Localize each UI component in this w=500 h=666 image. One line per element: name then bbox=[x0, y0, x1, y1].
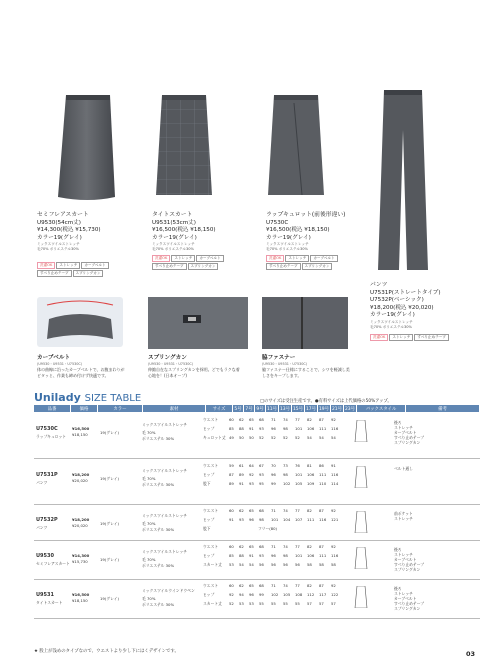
table-row bbox=[34, 541, 480, 580]
measure-value: 91 bbox=[239, 481, 244, 486]
brand-title bbox=[34, 391, 141, 404]
row-remarks: 後ろ ストレッチ カーブベルト すべり止めテープ スプリングカン bbox=[394, 547, 425, 572]
measure-value: 96 bbox=[271, 553, 276, 558]
spring-hook-photo bbox=[148, 297, 248, 349]
product-material: ミックスツイルストレッチ bbox=[266, 242, 309, 247]
tag: スプリングカン bbox=[302, 263, 333, 270]
header-cell: バックスタイル bbox=[357, 405, 406, 412]
measure-value: 52 bbox=[271, 435, 276, 440]
measure-value: 50 bbox=[249, 435, 254, 440]
measure-value: 67 bbox=[259, 463, 264, 468]
measure-label: 股下 bbox=[203, 526, 211, 531]
measure-value: 85 bbox=[229, 553, 234, 558]
header-cell: 23号 bbox=[345, 406, 355, 412]
measure-value: 59 bbox=[229, 463, 234, 468]
measure-value: 116 bbox=[331, 553, 339, 558]
table-row bbox=[34, 414, 480, 459]
back-style-icon bbox=[354, 586, 368, 608]
measure-value: 71 bbox=[271, 417, 276, 422]
measure-value: 71 bbox=[271, 508, 276, 513]
product-composition: 毛70% ポリエステル30% bbox=[152, 247, 194, 252]
measure-value: 87 bbox=[319, 417, 324, 422]
tag: 洗濯OK bbox=[37, 262, 55, 269]
measure-value: 65 bbox=[249, 508, 254, 513]
measure-value: 93 bbox=[259, 426, 264, 431]
row-remarks: 前ポケット ストレッチ bbox=[394, 511, 413, 521]
row-composition: 毛 70% ポリエステル 30% bbox=[142, 430, 175, 441]
measure-value: 93 bbox=[259, 472, 264, 477]
measure-value: 87 bbox=[319, 583, 324, 588]
measure-value: 62 bbox=[239, 508, 244, 513]
tag: ストレッチ bbox=[285, 255, 309, 262]
measure-value: 112 bbox=[307, 592, 315, 597]
measure-value: 95 bbox=[259, 481, 264, 486]
table-row bbox=[34, 460, 480, 505]
measure-value: 92 bbox=[331, 583, 336, 588]
tag: スプリングカン bbox=[73, 270, 104, 277]
measure-value: 82 bbox=[307, 417, 312, 422]
measure-value: 52 bbox=[229, 601, 234, 606]
measure-value: 91 bbox=[229, 517, 234, 522]
measure-label: ウエスト bbox=[203, 508, 219, 513]
measure-value: 92 bbox=[331, 508, 336, 513]
row-color: 19(グレイ) bbox=[100, 430, 119, 435]
tag: スプリングカン bbox=[188, 263, 219, 270]
measure-value: 60 bbox=[229, 417, 234, 422]
measure-value: 98 bbox=[283, 553, 288, 558]
measure-label: ウエスト bbox=[203, 544, 219, 549]
header-cell: 21号 bbox=[332, 406, 342, 412]
measure-value: 92 bbox=[331, 544, 336, 549]
header-cell: カラー bbox=[98, 405, 143, 412]
product-material: ミックスツイルストレッチ bbox=[370, 319, 413, 324]
measure-value: 55 bbox=[283, 601, 288, 606]
measure-label: ヒップ bbox=[203, 472, 215, 477]
row-material: ミックスツイルウインドウペン bbox=[142, 588, 195, 593]
measure-value: 68 bbox=[259, 544, 264, 549]
measure-value: 116 bbox=[331, 426, 339, 431]
measure-value: 102 bbox=[283, 481, 291, 486]
product-price: ¥14,300(税込 ¥15,730) bbox=[37, 227, 101, 234]
measure-value: 54 bbox=[249, 562, 254, 567]
product-color: カラー19(グレイ) bbox=[266, 234, 311, 241]
measure-value: 105 bbox=[283, 592, 291, 597]
measure-value: 110 bbox=[319, 481, 327, 486]
measure-value: 54 bbox=[319, 435, 324, 440]
feature-tags-u9530 bbox=[37, 262, 117, 278]
product-composition: 毛70% ポリエステル30% bbox=[37, 247, 79, 252]
row-price-tax: ¥18,150 bbox=[72, 598, 88, 603]
measure-value: 82 bbox=[307, 583, 312, 588]
measure-value: 60 bbox=[229, 583, 234, 588]
culotte-u7530c-image bbox=[264, 95, 328, 199]
measure-value: 68 bbox=[259, 508, 264, 513]
measure-value: 87 bbox=[229, 472, 234, 477]
row-price-tax: ¥18,150 bbox=[72, 432, 88, 437]
measure-value: 91 bbox=[249, 426, 254, 431]
measure-value: 122 bbox=[331, 592, 339, 597]
measure-value: 101 bbox=[295, 472, 303, 477]
measure-value: フリー(80) bbox=[258, 526, 278, 531]
measure-value: 92 bbox=[249, 472, 254, 477]
measure-value: 76 bbox=[295, 463, 300, 468]
measure-value: 96 bbox=[249, 517, 254, 522]
measure-label: ヒップ bbox=[203, 553, 215, 558]
measure-value: 98 bbox=[283, 426, 288, 431]
measure-value: 56 bbox=[259, 562, 264, 567]
measure-value: 88 bbox=[239, 553, 244, 558]
measure-value: 68 bbox=[259, 583, 264, 588]
header-cell: 素材 bbox=[143, 405, 206, 412]
product-info-u9531 bbox=[152, 212, 216, 252]
measure-value: 77 bbox=[295, 417, 300, 422]
measure-value: 86 bbox=[319, 463, 324, 468]
measure-value: 70 bbox=[271, 463, 276, 468]
product-code: U9530(54cm丈) bbox=[37, 219, 81, 226]
back-style-icon bbox=[354, 466, 368, 488]
measure-value: 101 bbox=[271, 517, 279, 522]
product-composition: 毛70% ポリエステル30% bbox=[266, 247, 308, 252]
product-price: ¥16,500(税込 ¥18,150) bbox=[266, 227, 330, 234]
measure-value: 104 bbox=[283, 517, 291, 522]
measure-value: 77 bbox=[295, 583, 300, 588]
measure-value: 111 bbox=[319, 553, 327, 558]
back-style-icon bbox=[354, 420, 368, 442]
detail-title: カーブベルト bbox=[37, 355, 71, 361]
page-number: 03 bbox=[466, 650, 476, 658]
row-remarks: 後ろ ストレッチ カーブベルト すべり止めテープ スプリングカン bbox=[394, 586, 425, 611]
measure-value: 53 bbox=[229, 562, 234, 567]
measure-value: 98 bbox=[283, 472, 288, 477]
measure-value: 88 bbox=[239, 426, 244, 431]
tag: すべり止めテープ bbox=[266, 263, 301, 270]
row-remarks: ベルト通し bbox=[394, 466, 413, 471]
measure-value: 50 bbox=[239, 435, 244, 440]
measure-value: 105 bbox=[295, 481, 303, 486]
row-price: ¥14,300 bbox=[72, 553, 90, 558]
measure-value: 106 bbox=[307, 472, 315, 477]
row-composition: 毛 70% ポリエステル 30% bbox=[142, 557, 175, 568]
tag: カーブベルト bbox=[196, 255, 223, 262]
measure-value: 107 bbox=[295, 517, 303, 522]
product-color: カラー19(グレイ) bbox=[37, 234, 82, 241]
measure-value: 101 bbox=[295, 426, 303, 431]
skirt-u9530-image bbox=[52, 95, 122, 203]
detail-applies-to: (U9530・U9531・U7530C) bbox=[148, 362, 194, 366]
product-material: ミックスツイルストレッチ bbox=[152, 242, 195, 247]
header-cell: 5号 bbox=[234, 406, 242, 412]
footer-note: ★ 股上が浅めのタイプなので、ウエストより少し下にはくデザインです。 bbox=[34, 649, 179, 654]
detail-title: スプリングカン bbox=[148, 355, 187, 361]
measure-value: 96 bbox=[271, 426, 276, 431]
row-product-code: U9530 bbox=[36, 553, 54, 559]
measure-value: 109 bbox=[307, 481, 315, 486]
brand-subtitle: SIZE TABLE bbox=[84, 393, 142, 404]
header-cell: 備考 bbox=[406, 405, 480, 412]
product-code-2: U7532P(ベーシック) bbox=[370, 297, 424, 304]
measure-value: 87 bbox=[319, 544, 324, 549]
product-color: カラー19(グレイ) bbox=[152, 234, 197, 241]
measure-value: 96 bbox=[271, 472, 276, 477]
measure-label: ヒップ bbox=[203, 517, 215, 522]
header-cell: サイズ bbox=[206, 405, 233, 412]
table-row bbox=[34, 580, 480, 619]
header-cell: 15号 bbox=[293, 406, 303, 412]
measure-value: 89 bbox=[229, 481, 234, 486]
measure-value: 55 bbox=[259, 601, 264, 606]
measure-value: 52 bbox=[283, 435, 288, 440]
measure-value: 106 bbox=[307, 426, 315, 431]
row-price-tax: ¥15,730 bbox=[72, 559, 88, 564]
measure-value: 108 bbox=[295, 592, 303, 597]
measure-label: ウエスト bbox=[203, 417, 219, 422]
row-composition: 毛 70% ポリエステル 30% bbox=[142, 521, 175, 532]
measure-label: ウエスト bbox=[203, 463, 219, 468]
measure-value: 92 bbox=[331, 417, 336, 422]
product-code: U7530C bbox=[266, 219, 289, 226]
row-color: 19(グレイ) bbox=[100, 596, 119, 601]
row-price: ¥18,200 bbox=[72, 472, 90, 477]
measure-value: 87 bbox=[319, 508, 324, 513]
measure-value: 93 bbox=[239, 517, 244, 522]
tag: 洗濯OK bbox=[152, 255, 170, 262]
measure-value: 101 bbox=[295, 553, 303, 558]
header-cell: 17号 bbox=[306, 406, 316, 412]
size-table-header bbox=[34, 405, 480, 412]
measure-label: スカート丈 bbox=[203, 562, 222, 567]
measure-value: 56 bbox=[283, 562, 288, 567]
feature-tags-u9531 bbox=[152, 255, 232, 271]
measure-value: 56 bbox=[271, 562, 276, 567]
detail-description: 伸縮自在なスプリングカンを採用。どでもラクな着心地を！(日本オープ) bbox=[148, 367, 240, 378]
measure-value: 111 bbox=[319, 472, 327, 477]
measure-value: 58 bbox=[307, 562, 312, 567]
side-zipper-photo bbox=[262, 297, 348, 349]
skirt-u9531-image bbox=[152, 95, 216, 199]
measure-value: 55 bbox=[271, 601, 276, 606]
measure-label: ウエスト bbox=[203, 583, 219, 588]
measure-value: 77 bbox=[295, 544, 300, 549]
row-material: ミックスツイルストレッチ bbox=[142, 422, 188, 427]
detail-applies-to: (U9530・U9531・U7530C) bbox=[37, 362, 83, 366]
measure-value: 57 bbox=[307, 601, 312, 606]
measure-value: 58 bbox=[319, 562, 324, 567]
measure-value: 60 bbox=[229, 508, 234, 513]
measure-value: 91 bbox=[331, 463, 336, 468]
measure-value: 89 bbox=[239, 472, 244, 477]
row-composition: 毛 70% ポリエステル 30% bbox=[142, 476, 175, 487]
measure-value: 96 bbox=[249, 592, 254, 597]
product-code: U7531P(ストレートタイプ) bbox=[370, 289, 441, 296]
measure-value: 54 bbox=[307, 435, 312, 440]
product-color: カラー19(グレイ) bbox=[370, 312, 415, 319]
measure-value: 116 bbox=[319, 517, 327, 522]
product-info-u9530 bbox=[37, 212, 101, 252]
feature-tags-u7530c bbox=[266, 255, 346, 271]
measure-value: 74 bbox=[283, 544, 288, 549]
row-material: ミックスツイルストレッチ bbox=[142, 513, 188, 518]
measure-value: 116 bbox=[331, 472, 339, 477]
measure-value: 74 bbox=[283, 583, 288, 588]
row-product-subtitle: パンツ bbox=[36, 480, 48, 485]
product-composition: 毛70% ポリエステル30% bbox=[370, 324, 412, 329]
header-cell: 19号 bbox=[319, 406, 329, 412]
measure-value: 62 bbox=[239, 417, 244, 422]
row-product-subtitle: セミフレアスカート bbox=[36, 561, 70, 566]
detail-description: 体の曲線に沿ったカーブベルトで、お腹まわりがピタッと、作業も締め付けず快適です。 bbox=[37, 367, 125, 378]
header-cell: 品番 bbox=[34, 405, 71, 412]
header-cell: 7号 bbox=[245, 406, 253, 412]
tag: ストレッチ bbox=[389, 334, 413, 341]
measure-value: 82 bbox=[307, 508, 312, 513]
measure-value: 62 bbox=[239, 583, 244, 588]
measure-value: 98 bbox=[259, 517, 264, 522]
measure-value: 93 bbox=[249, 481, 254, 486]
measure-value: 54 bbox=[331, 435, 336, 440]
measure-value: 93 bbox=[259, 553, 264, 558]
product-price: ¥16,500(税込 ¥18,150) bbox=[152, 227, 216, 234]
measure-label: スカート丈 bbox=[203, 601, 222, 606]
measure-value: 81 bbox=[307, 463, 312, 468]
product-info-u7531p bbox=[370, 282, 441, 330]
header-cell: 13号 bbox=[280, 406, 290, 412]
row-composition: 毛 70% ポリエステル 30% bbox=[142, 596, 175, 607]
measure-value: 99 bbox=[271, 481, 276, 486]
product-name: タイトスカート bbox=[152, 212, 193, 218]
measure-value: 52 bbox=[259, 435, 264, 440]
measure-value: 61 bbox=[239, 463, 244, 468]
product-name: ラップキュロット(前後形違い) bbox=[266, 212, 346, 218]
row-product-code: U7530C bbox=[36, 426, 58, 432]
measure-value: 106 bbox=[307, 553, 315, 558]
measure-value: 74 bbox=[283, 508, 288, 513]
row-price: ¥16,500 bbox=[72, 426, 90, 431]
measure-value: 114 bbox=[331, 481, 339, 486]
row-product-subtitle: ラップキュロット bbox=[36, 434, 67, 439]
row-remarks: 後ろ ストレッチ カーブベルト すべり止めテープ スプリングカン bbox=[394, 420, 425, 445]
measure-value: 53 bbox=[249, 601, 254, 606]
tag: すべり止めテープ bbox=[414, 334, 449, 341]
tag: すべり止めテープ bbox=[152, 263, 187, 270]
measure-value: 52 bbox=[295, 435, 300, 440]
measure-value: 102 bbox=[271, 592, 279, 597]
curve-belt-photo bbox=[37, 297, 123, 347]
product-material: ミックスツイルストレッチ bbox=[37, 242, 80, 247]
tag: 洗濯OK bbox=[266, 255, 284, 262]
row-product-subtitle: パンツ bbox=[36, 525, 48, 530]
tag: カーブベルト bbox=[81, 262, 108, 269]
back-style-icon bbox=[354, 547, 368, 569]
row-color: 19(グレイ) bbox=[100, 476, 119, 481]
measure-value: 99 bbox=[259, 592, 264, 597]
measure-value: 74 bbox=[283, 417, 288, 422]
product-info-u7530c bbox=[266, 212, 345, 252]
detail-description: 脇ファスナー仕様にすることで、シワを軽減し美しさをキープします。 bbox=[262, 367, 350, 378]
row-price: ¥16,500 bbox=[72, 592, 90, 597]
row-material: ミックスツイルストレッチ bbox=[142, 468, 188, 473]
header-cell: 11号 bbox=[267, 406, 277, 412]
row-product-code: U7532P bbox=[36, 517, 58, 523]
header-cell: 価格 bbox=[71, 405, 98, 412]
measure-value: 49 bbox=[229, 435, 234, 440]
measure-value: 71 bbox=[271, 583, 276, 588]
back-style-icon bbox=[354, 511, 368, 533]
product-name: セミフレアスカート bbox=[37, 212, 89, 218]
product-code: U9531(53cm丈) bbox=[152, 219, 196, 226]
measure-value: 65 bbox=[249, 417, 254, 422]
measure-label: キュロット丈 bbox=[203, 435, 226, 440]
measure-label: ヒップ bbox=[203, 592, 215, 597]
row-price-tax: ¥20,020 bbox=[72, 478, 88, 483]
measure-value: 54 bbox=[239, 562, 244, 567]
measure-value: 82 bbox=[307, 544, 312, 549]
measure-value: 68 bbox=[259, 417, 264, 422]
detail-applies-to: (U9530・U9531・U7530C) bbox=[262, 362, 308, 366]
tag: 洗濯OK bbox=[370, 334, 388, 341]
measure-value: 60 bbox=[229, 544, 234, 549]
row-color: 19(グレイ) bbox=[100, 521, 119, 526]
measure-value: 91 bbox=[249, 553, 254, 558]
measure-value: 58 bbox=[331, 562, 336, 567]
tag: すべり止めテープ bbox=[37, 270, 72, 277]
measure-value: 111 bbox=[307, 517, 315, 522]
header-cell: 9号 bbox=[256, 406, 264, 412]
measure-value: 64 bbox=[249, 463, 254, 468]
row-price: ¥18,200 bbox=[72, 517, 90, 522]
measure-value: 55 bbox=[295, 601, 300, 606]
brand-name: Unilady bbox=[34, 391, 81, 404]
measure-value: 117 bbox=[319, 592, 327, 597]
measure-value: 65 bbox=[249, 544, 254, 549]
row-color: 19(グレイ) bbox=[100, 557, 119, 562]
feature-tags-u7531p bbox=[370, 334, 460, 342]
product-name: パンツ bbox=[370, 282, 388, 288]
measure-label: ヒップ bbox=[203, 426, 215, 431]
measure-value: 94 bbox=[239, 592, 244, 597]
measure-value: 73 bbox=[283, 463, 288, 468]
size-note: □のサイズは受注生産です。●有料サイズは上代価格の50%アップ。 bbox=[260, 399, 392, 404]
product-price: ¥18,200(税込 ¥20,020) bbox=[370, 304, 434, 311]
measure-value: 85 bbox=[229, 426, 234, 431]
measure-value: 121 bbox=[331, 517, 339, 522]
table-row bbox=[34, 505, 480, 541]
pants-u7531p-image bbox=[374, 90, 432, 275]
measure-value: 77 bbox=[295, 508, 300, 513]
tag: ストレッチ bbox=[171, 255, 195, 262]
measure-value: 92 bbox=[229, 592, 234, 597]
measure-value: 62 bbox=[239, 544, 244, 549]
measure-value: 111 bbox=[319, 426, 327, 431]
measure-value: 57 bbox=[319, 601, 324, 606]
row-product-code: U7531P bbox=[36, 472, 58, 478]
row-product-code: U9531 bbox=[36, 592, 54, 598]
tag: カーブベルト bbox=[310, 255, 337, 262]
row-material: ミックスツイルストレッチ bbox=[142, 549, 188, 554]
measure-value: 53 bbox=[239, 601, 244, 606]
measure-value: 57 bbox=[331, 601, 336, 606]
measure-value: 65 bbox=[249, 583, 254, 588]
tag: ストレッチ bbox=[56, 262, 80, 269]
measure-label: 股下 bbox=[203, 481, 211, 486]
measure-value: 71 bbox=[271, 544, 276, 549]
row-product-subtitle: タイトスカート bbox=[36, 600, 63, 605]
measure-value: 56 bbox=[295, 562, 300, 567]
row-price-tax: ¥20,020 bbox=[72, 523, 88, 528]
detail-title: 脇ファスナー bbox=[262, 355, 296, 361]
